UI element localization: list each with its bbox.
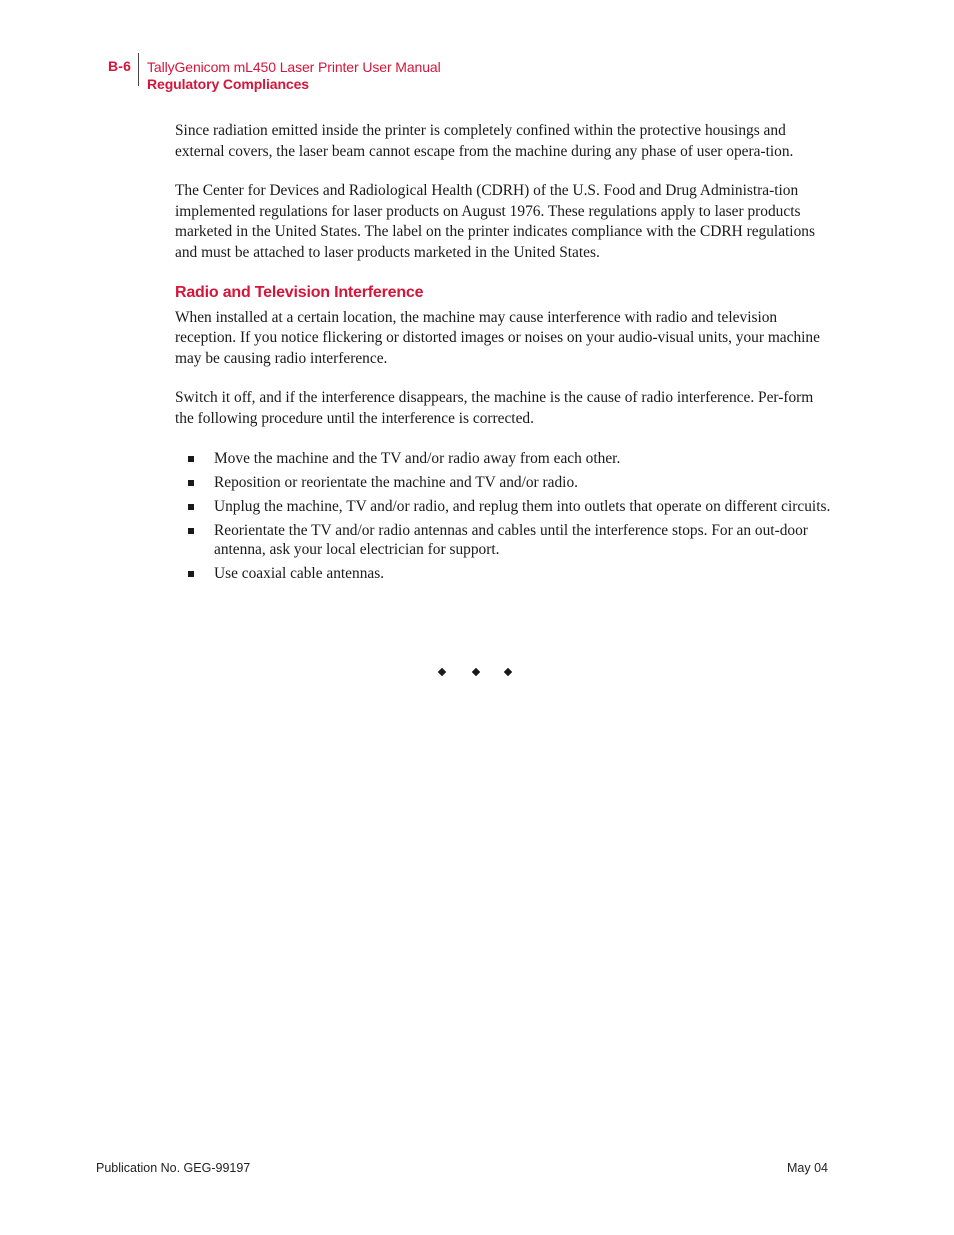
square-bullet-icon: [188, 456, 194, 462]
square-bullet-icon: [188, 528, 194, 534]
square-bullet-icon: [188, 480, 194, 486]
list-item-text: Move the machine and the TV and/or radio away from each other.: [214, 450, 621, 467]
list-item-text: Reorientate the TV and/or radio antennas and cables until the interference stops. For an out-door antenna, ask your local electrician for support.: [214, 522, 808, 558]
section-end-ornament: [0, 668, 954, 680]
diamond-icon: [438, 668, 446, 676]
paragraph-procedure: Switch it off, and if the interference disappears, the machine is the cause of radio interference. Per-form the following procedure until the interference is corrected.: [175, 389, 814, 427]
page-number: B-6: [108, 58, 132, 74]
publication-date: May 04: [787, 1161, 828, 1175]
square-bullet-icon: [188, 571, 194, 577]
list-item: [175, 497, 831, 516]
subheading-radio-tv: Radio and Television Interference: [175, 284, 424, 301]
paragraph-interference: When installed at a certain location, the machine may cause interference with radio and television reception. If you notice flickering or distorted images or noises on your audio-visual units, your machine may be causing radio interference.: [175, 308, 820, 367]
page-content: [175, 121, 831, 588]
list-item-text: Reposition or reorientate the machine and TV and/or radio.: [214, 474, 578, 491]
list-item: [175, 521, 831, 559]
paragraph-radiation: Since radiation emitted inside the printer is completely confined within the protective housings and external covers, the laser beam cannot escape from the machine during any phase of user opera-tion.: [175, 122, 794, 160]
list-item-text: Use coaxial cable antennas.: [214, 565, 385, 582]
paragraph-cdrh: The Center for Devices and Radiological Health (CDRH) of the U.S. Food and Drug Administra-tion implemented regulations for laser products on August 1976. These regulations apply to laser products marketed in the United States. The label on the printer indicates compliance with the CDRH regulations and must be attached to laser products marketed in the United States.: [175, 182, 815, 261]
square-bullet-icon: [188, 504, 194, 510]
header-divider: [138, 53, 139, 86]
procedure-list: [175, 449, 831, 583]
diamond-icon: [504, 668, 512, 676]
publication-number: Publication No. GEG-99197: [96, 1161, 251, 1175]
page-header: [0, 53, 954, 97]
section-title: Regulatory Compliances: [147, 76, 309, 92]
manual-title: TallyGenicom mL450 Laser Printer User Manual: [147, 59, 441, 75]
list-item: [175, 564, 831, 583]
list-item-text: Unplug the machine, TV and/or radio, and replug them into outlets that operate on different circuits.: [214, 498, 831, 515]
diamond-icon: [472, 668, 480, 676]
list-item: [175, 473, 831, 492]
list-item: [175, 449, 831, 468]
